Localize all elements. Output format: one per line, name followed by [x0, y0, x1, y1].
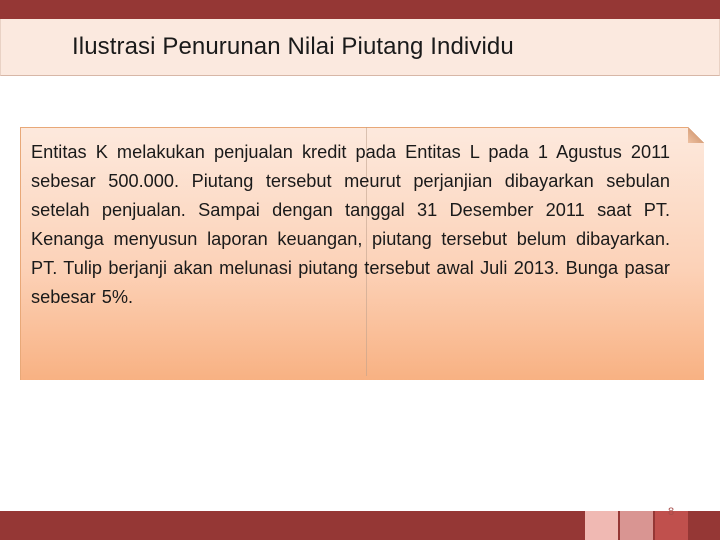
- footer-swatch-darkest: [690, 511, 720, 540]
- card-folded-corner: [688, 127, 704, 143]
- top-accent-bar: [0, 0, 720, 19]
- slide-title: Ilustrasi Penurunan Nilai Piutang Individu: [72, 33, 514, 60]
- page-number: 8: [667, 506, 675, 518]
- footer-swatch-light: [585, 511, 618, 540]
- footer-swatch-medium: [620, 511, 653, 540]
- card-body-text: Entitas K melakukan penjualan kredit pada Entitas L pada 1 Agustus 2011 sebesar 500.000. Piutang tersebut meurut perjanjian dibayarkan sebulan setelah penjualan. Sampai dengan tanggal 31 Desember 2011 saat PT. Kenanga menyusun laporan keuangan, piutang tersebut belum dibayarkan. PT. Tulip berjanji akan melunasi piutang tersebut awal Juli 2013. Bunga pasar sebesar 5%.: [31, 142, 670, 307]
